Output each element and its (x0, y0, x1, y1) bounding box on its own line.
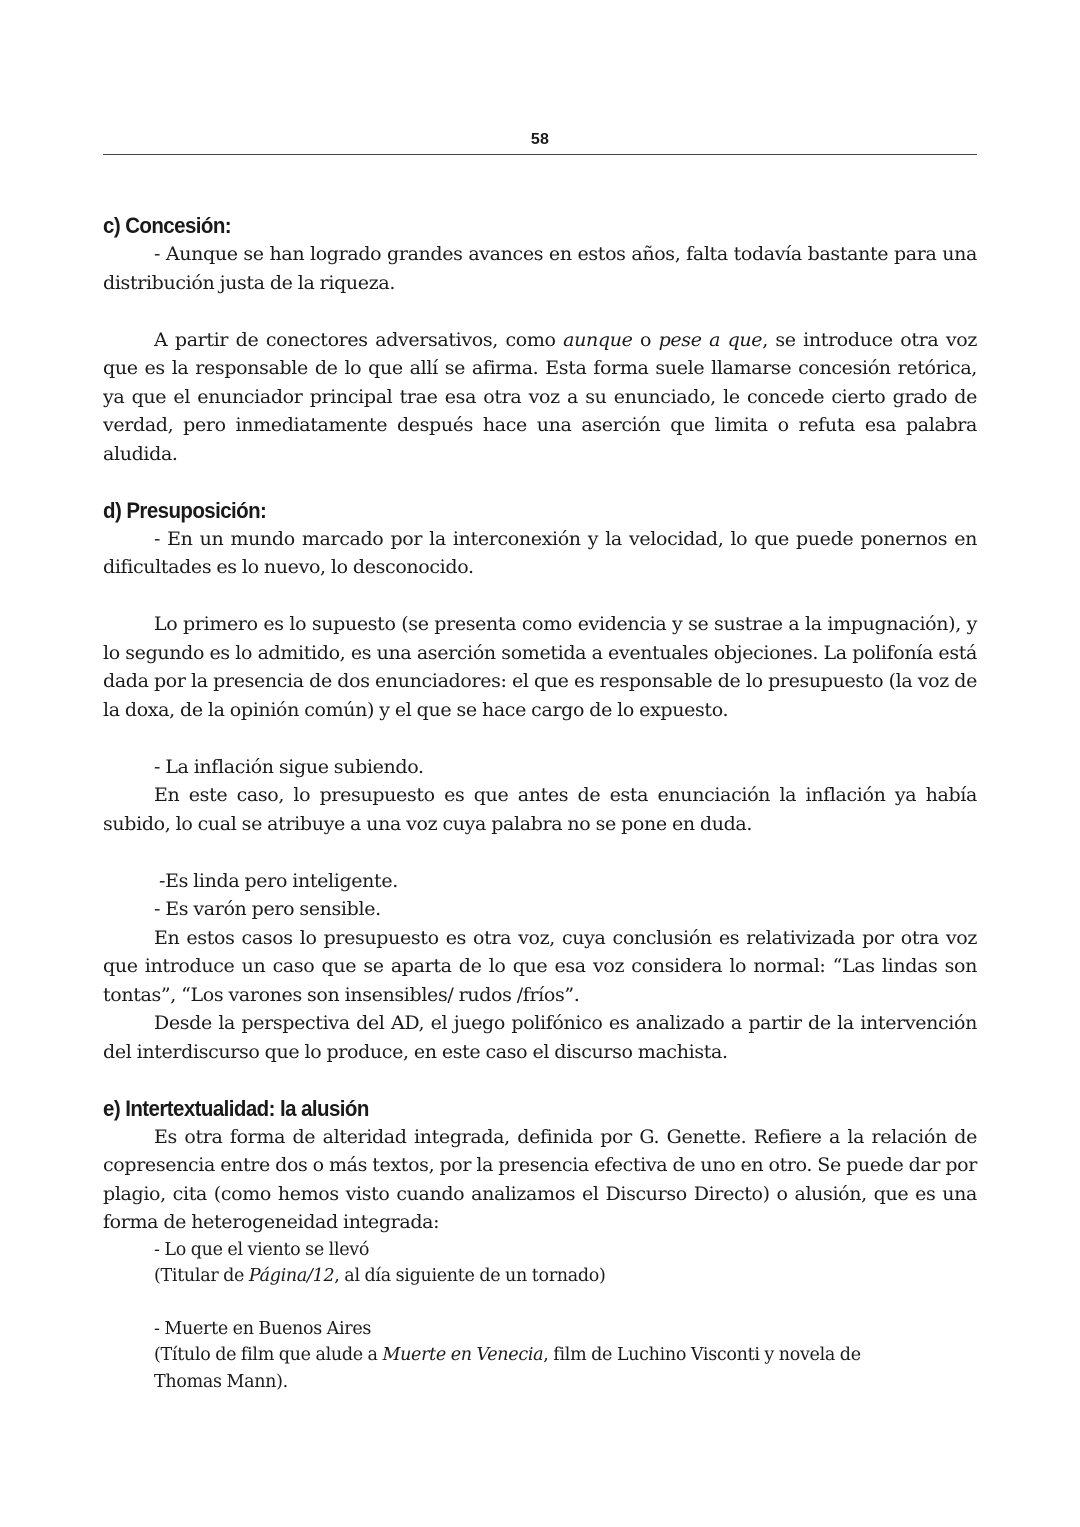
alusion-note-2-text-b: , film de Luchino Visconti y novela de Thomas Mann). (154, 1345, 861, 1392)
alusion-note-1-italic: Página/12 (248, 1266, 335, 1286)
alusion-example-2-note (103, 1342, 977, 1395)
presuposicion-example-3: -Es linda pero inteligente. (159, 869, 398, 892)
page-content (103, 212, 977, 1395)
section-heading-intertextualidad: e) Intertextualidad: la alusión (103, 1095, 369, 1121)
presuposicion-paragraph-4: Desde la perspectiva del AD, el juego polifónico es analizado a partir de la intervención del interdiscurso que lo produce, en este caso el discurso machista. (103, 1012, 977, 1063)
alusion-example-2-title: - Muerte en Buenos Aires (154, 1318, 372, 1339)
header-rule (103, 154, 977, 155)
alusion-example-1-title: - Lo que el viento se llevó (154, 1239, 370, 1260)
page-number: 58 (530, 131, 550, 148)
concesion-paragraph (103, 326, 977, 469)
presuposicion-example-2: - La inflación sigue subiendo. (154, 755, 424, 778)
presuposicion-paragraph-3: En estos casos lo presupuesto es otra voz, cuya conclusión es relativizada por otra voz que introduce un caso que se aparta de lo que esa voz considera lo normal: “Las lindas son tontas”, “Los varones son insensibles/ rudos /fríos”. (103, 926, 977, 1006)
concesion-text-3: , se introduce otra voz que es la responsable de lo que allí se afirma. Esta forma suele llamarse concesión retórica, ya que el enunciador principal trae esa otra voz a su enunciado, le concede cierto grado de verdad, pero inmediatamente después hace una aserción que limita o refuta esa palabra aludida. (103, 328, 978, 465)
intertextualidad-paragraph: Es otra forma de alteridad integrada, definida por G. Genette. Refiere a la relación de copresencia entre dos o más textos, por la presencia efectiva de uno en otro. Se puede dar por plagio, cita (como hemos visto cuando analizamos el Discurso Directo) o alusión, que es una forma de heterogeneidad integrada: (103, 1125, 977, 1233)
concesion-text-1: A partir de conectores adversativos, como (154, 328, 564, 351)
alusion-example-1-note (103, 1263, 977, 1290)
alusion-note-2-italic: Muerte en Venecia (382, 1345, 544, 1365)
section-heading-presuposicion: d) Presuposición: (103, 497, 267, 523)
presuposicion-example-4: - Es varón pero sensible. (154, 898, 381, 920)
alusion-note-2-text-a: (Título de film que alude a (154, 1345, 383, 1365)
concesion-example: - Aunque se han logrado grandes avances en estos años, falta todavía bastante para una distribución justa de la riqueza. (103, 243, 977, 294)
alusion-note-1-text-b: , al día siguiente de un tornado) (334, 1266, 606, 1286)
alusion-note-1-text-a: (Titular de (154, 1266, 249, 1286)
concesion-text-2: o (632, 328, 659, 351)
presuposicion-paragraph-1: Lo primero es lo supuesto (se presenta como evidencia y se sustrae a la impugnación), y lo segundo es lo admitido, es una aserción sometida a eventuales objeciones. La polifonía está dada por la presencia de dos enunciadores: el que es responsable de lo presupuesto (la voz de la doxa, de la opinión común) y el que se hace cargo de lo expuesto. (103, 613, 977, 721)
presuposicion-example-1: - En un mundo marcado por la interconexión y la velocidad, lo que puede ponernos en dificultades es lo nuevo, lo desconocido. (103, 527, 977, 578)
presuposicion-paragraph-2: En este caso, lo presupuesto es que antes de esta enunciación la inflación ya había subido, lo cual se atribuye a una voz cuya palabra no se pone en duda. (103, 784, 977, 835)
concesion-italic-pese: pese a que (658, 328, 763, 351)
section-heading-concesion: c) Concesión: (103, 213, 232, 238)
concesion-italic-aunque: aunque (563, 328, 633, 351)
